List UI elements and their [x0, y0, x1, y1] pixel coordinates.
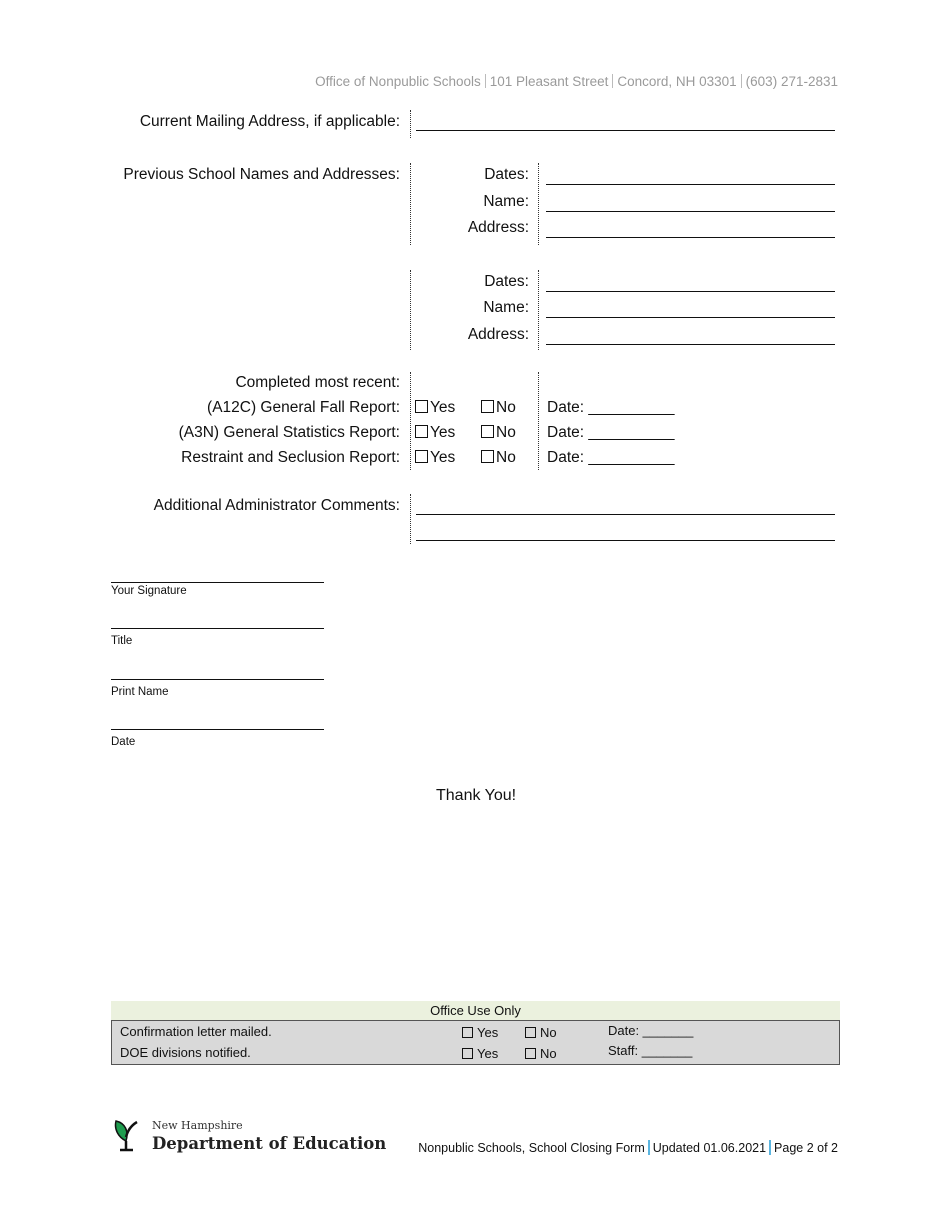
- office-use-title: Office Use Only: [111, 1001, 840, 1020]
- yes-checkbox[interactable]: Yes: [415, 399, 455, 417]
- page-header: [315, 74, 838, 89]
- yes-checkbox[interactable]: Yes: [415, 424, 455, 442]
- school1-address-field[interactable]: [546, 237, 835, 238]
- comments-label: Additional Administrator Comments:: [153, 497, 400, 514]
- no-checkbox[interactable]: No: [481, 399, 516, 417]
- report-label: Restraint and Seclusion Report:: [181, 449, 400, 466]
- school1-dates-field[interactable]: [546, 184, 835, 185]
- nh-doe-logo-icon: [113, 1119, 141, 1153]
- office-no-checkbox[interactable]: No: [525, 1025, 557, 1040]
- previous-schools-label: Previous School Names and Addresses:: [123, 166, 400, 183]
- yes-checkbox[interactable]: Yes: [415, 449, 455, 467]
- comments-line-2[interactable]: [416, 540, 835, 541]
- office-row-label: Confirmation letter mailed.: [120, 1024, 272, 1039]
- report-label: (A3N) General Statistics Report:: [178, 424, 400, 441]
- office-no-checkbox[interactable]: No: [525, 1046, 557, 1061]
- name-label: Name:: [483, 193, 529, 210]
- dates-label: Dates:: [484, 166, 529, 183]
- mailing-address-label: Current Mailing Address, if applicable:: [139, 113, 400, 130]
- no-checkbox[interactable]: No: [481, 424, 516, 442]
- print-name-caption: Print Name: [111, 686, 169, 698]
- office-yes-checkbox[interactable]: Yes: [462, 1046, 498, 1061]
- name-label: Name:: [483, 299, 529, 316]
- school2-address-field[interactable]: [546, 344, 835, 345]
- date-signature-field[interactable]: [111, 729, 324, 730]
- office-date-field[interactable]: Date: _______: [608, 1023, 694, 1038]
- report-label: (A12C) General Fall Report:: [207, 399, 400, 416]
- footer-form-name: Nonpublic Schools, School Closing Form: [418, 1141, 645, 1155]
- mailing-address-field[interactable]: [416, 130, 835, 131]
- no-checkbox[interactable]: No: [481, 449, 516, 467]
- school1-name-field[interactable]: [546, 211, 835, 212]
- header-office: Office of Nonpublic Schools: [315, 74, 481, 89]
- date-caption: Date: [111, 736, 136, 748]
- footer-page-number: Page 2 of 2: [774, 1141, 838, 1155]
- completed-label: Completed most recent:: [235, 374, 400, 391]
- comments-line-1[interactable]: [416, 514, 835, 515]
- header-street: 101 Pleasant Street: [489, 74, 609, 89]
- print-name-field[interactable]: [111, 679, 324, 680]
- school2-dates-field[interactable]: [546, 291, 835, 292]
- office-staff-field[interactable]: Staff: _______: [608, 1043, 693, 1058]
- school2-name-field[interactable]: [546, 317, 835, 318]
- footer-updated: Updated 01.06.2021: [652, 1141, 767, 1155]
- title-field[interactable]: [111, 628, 324, 629]
- header-city: Concord, NH 03301: [617, 74, 737, 89]
- address-label: Address:: [467, 326, 529, 343]
- logo-state: New Hampshire: [152, 1119, 243, 1132]
- date-field[interactable]: Date: __________: [547, 399, 675, 416]
- dates-label: Dates:: [484, 273, 529, 290]
- office-row-label: DOE divisions notified.: [120, 1045, 251, 1060]
- header-phone: (603) 271-2831: [745, 74, 838, 89]
- logo-department: Department of Education: [152, 1134, 387, 1153]
- office-use-table: [111, 1020, 840, 1065]
- title-caption: Title: [111, 635, 133, 647]
- date-field[interactable]: Date: __________: [547, 449, 675, 466]
- date-field[interactable]: Date: __________: [547, 424, 675, 441]
- office-yes-checkbox[interactable]: Yes: [462, 1025, 498, 1040]
- thank-you: Thank You!: [436, 787, 517, 804]
- signature-caption: Your Signature: [111, 585, 187, 597]
- address-label: Address:: [467, 219, 529, 236]
- signature-field[interactable]: [111, 582, 324, 583]
- page-footer: [418, 1140, 838, 1155]
